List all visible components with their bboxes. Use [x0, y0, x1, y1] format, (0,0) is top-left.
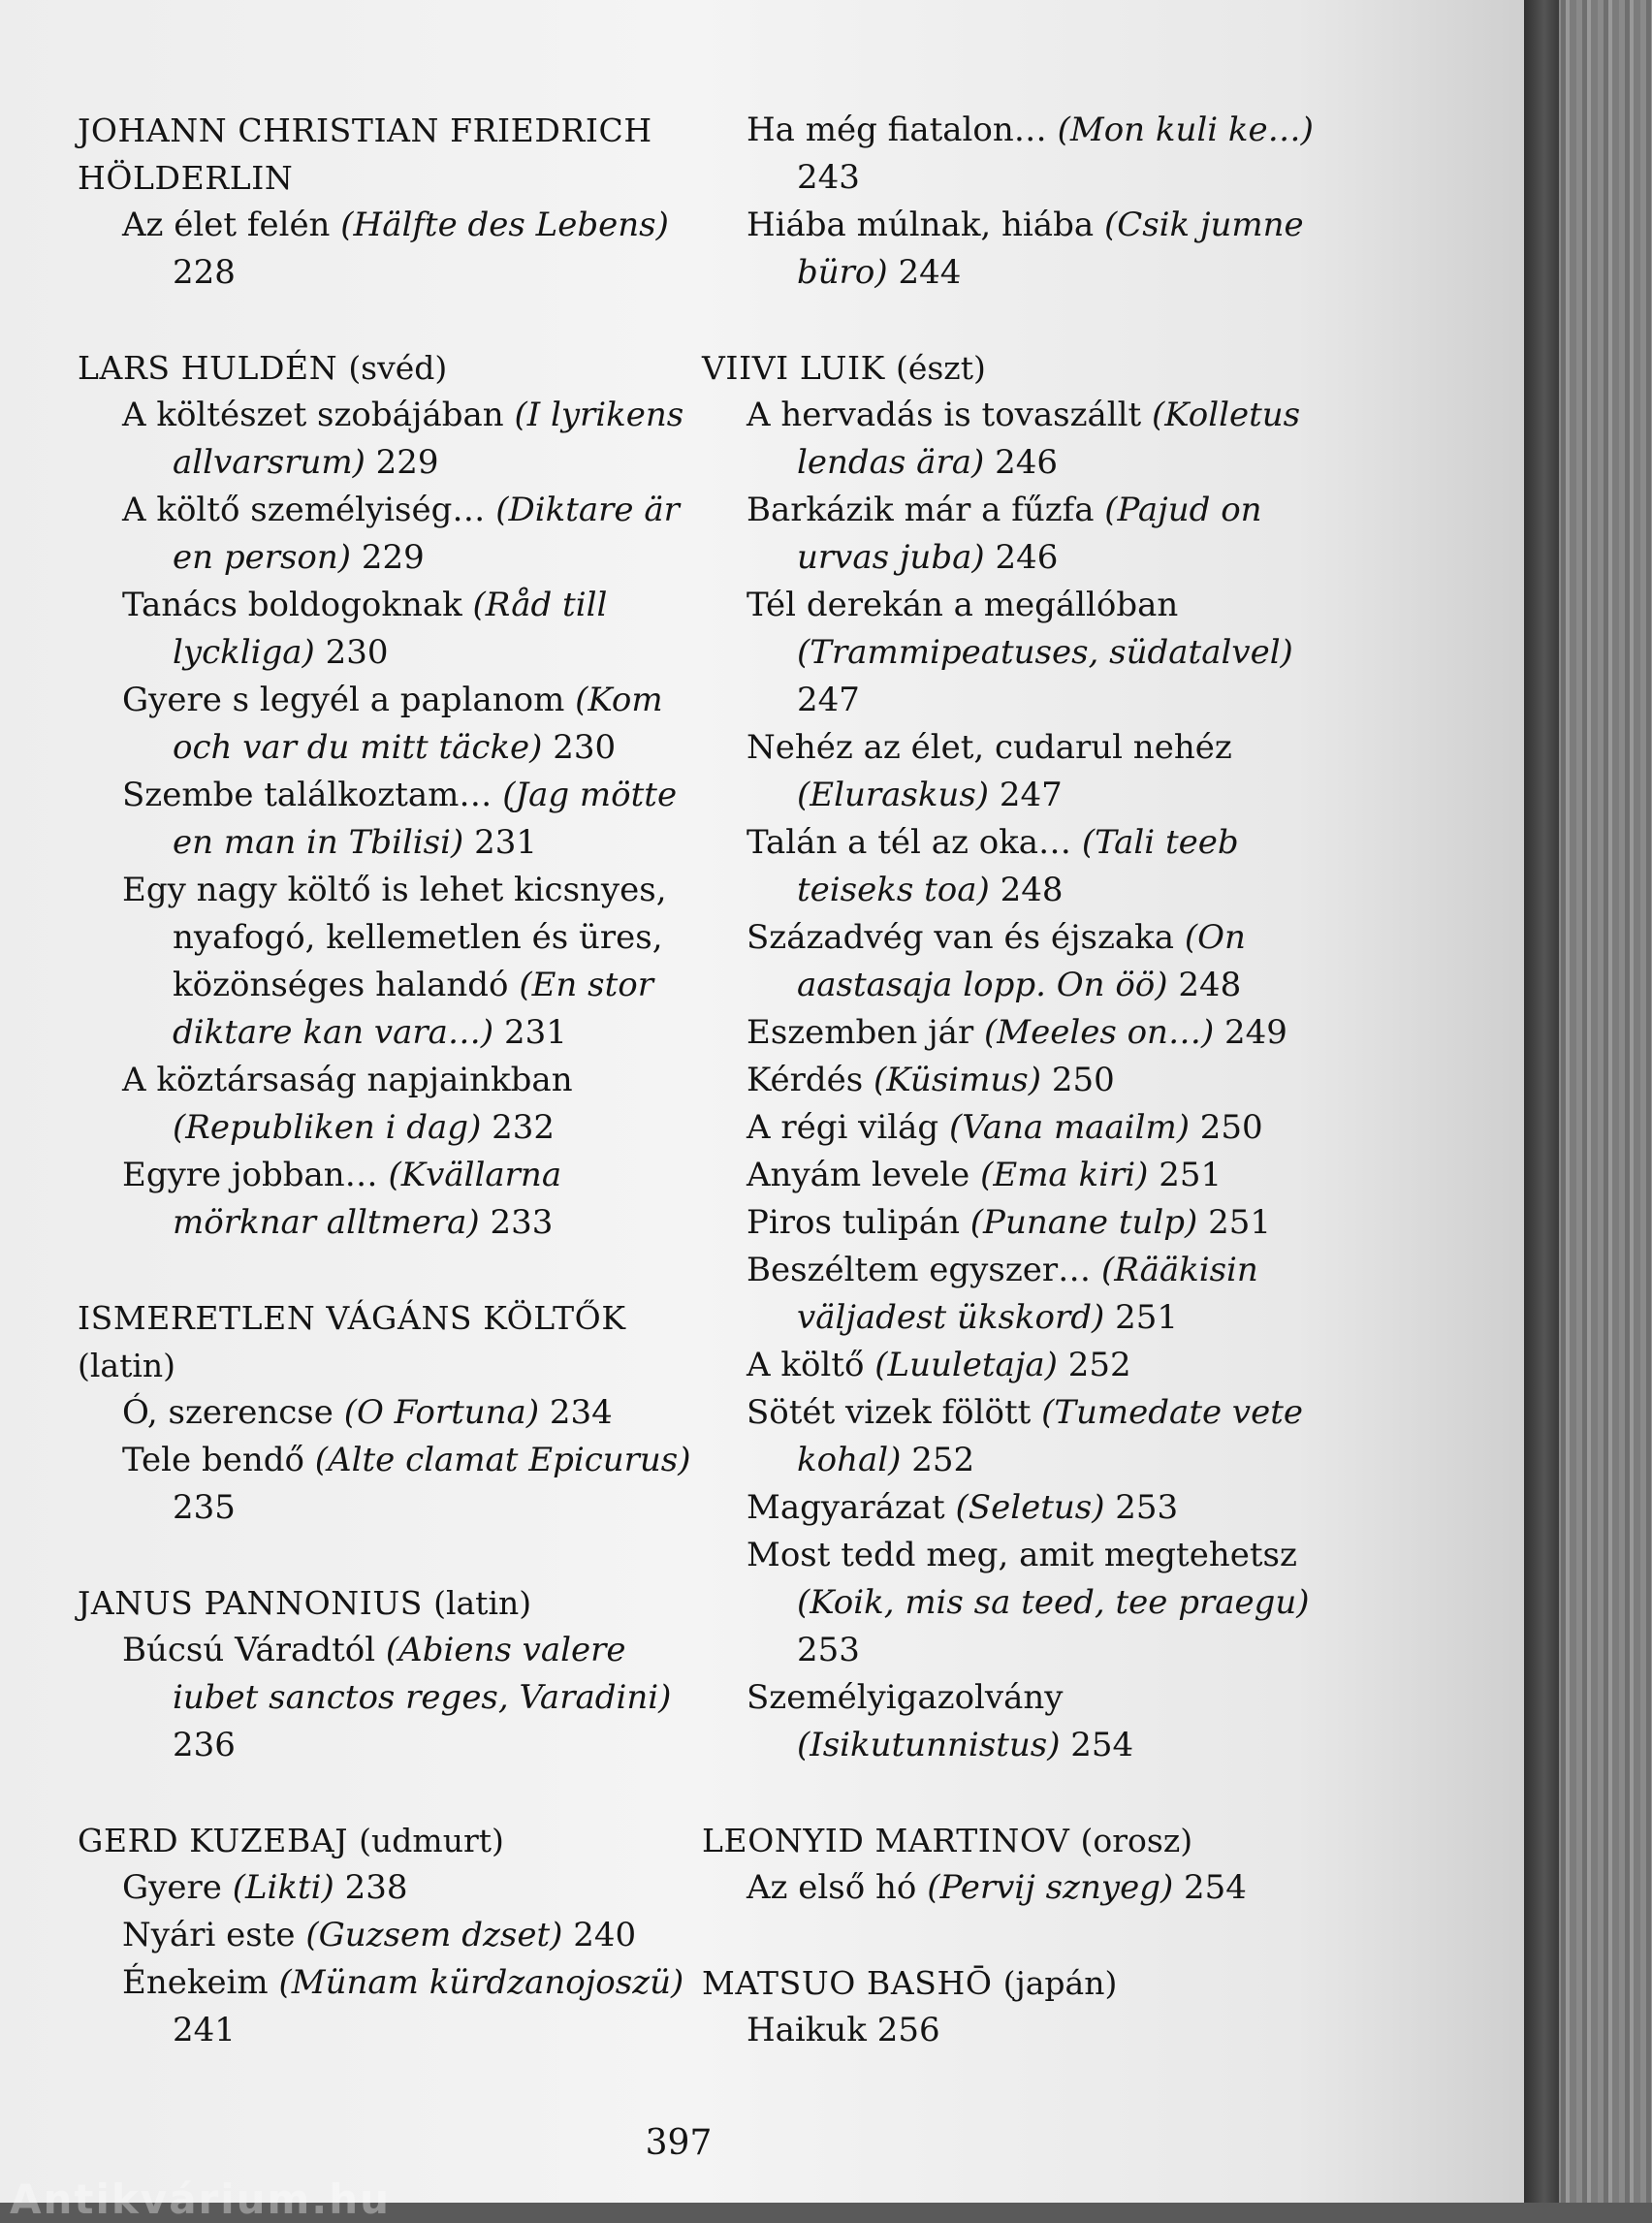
poem-entry	[702, 1389, 1322, 1484]
author-language: (latin)	[433, 1584, 532, 1622]
poem-original-title: (I lyrikens allvarsrum)	[173, 396, 684, 482]
poem-original-title: (Likti)	[232, 1868, 334, 1907]
poem-title: Ha még fiatalon…	[747, 111, 1047, 149]
poem-page-number: 254	[1184, 1868, 1247, 1907]
author-heading	[78, 107, 698, 202]
poem-title: Gyere s legyél a paplanom	[122, 681, 565, 719]
poem-original-title: (Jag mötte en man in Tbilisi)	[173, 776, 678, 862]
author-section	[78, 1817, 698, 2054]
poem-title: A költő személyiség…	[122, 491, 486, 529]
poem-original-title: (Mon kuli ke…)	[1057, 111, 1314, 149]
author-language: (udmurt)	[359, 1822, 504, 1859]
author-heading	[78, 1817, 698, 1864]
author-name: JOHANN CHRISTIAN FRIEDRICH HÖLDERLIN	[78, 111, 652, 197]
poem-title: Kérdés	[747, 1061, 864, 1099]
poem-title: Búcsú Váradtól	[122, 1631, 376, 1669]
author-language: (japán)	[1002, 1964, 1118, 2002]
author-name: MATSUO BASHŌ	[702, 1964, 993, 2002]
poem-entry	[702, 724, 1322, 819]
author-name: JANUS PANNONIUS	[78, 1584, 423, 1622]
poem-entry	[702, 1342, 1322, 1389]
author-heading	[78, 344, 698, 392]
author-section	[702, 1817, 1322, 1912]
poem-title: Haikuk	[747, 2011, 867, 2049]
author-name: LEONYID MARTINOV	[702, 1822, 1070, 1859]
poem-page-number: 231	[504, 1013, 567, 1052]
poem-entry	[78, 1152, 698, 1247]
author-name: ISMERETLEN VÁGÁNS KÖLTŐK	[78, 1299, 626, 1337]
poem-title: Barkázik már a fűzfa	[747, 491, 1095, 529]
poem-original-title: (Isikutunnistus)	[797, 1726, 1061, 1764]
poem-entry	[702, 1009, 1322, 1057]
poem-original-title: (Seletus)	[955, 1488, 1105, 1527]
poem-page-number: 234	[549, 1393, 613, 1432]
poem-original-title: (Meeles on…)	[984, 1013, 1215, 1052]
poem-original-title: (Tumedate vete kohal)	[797, 1393, 1304, 1479]
author-section	[702, 107, 1322, 297]
poem-entry	[78, 1389, 698, 1437]
poem-original-title: (Ema kiri)	[980, 1156, 1149, 1194]
poem-entry	[78, 392, 698, 487]
poem-page-number: 238	[344, 1868, 408, 1907]
author-language: (észt)	[895, 349, 986, 387]
section-gap	[78, 297, 698, 344]
poem-entry	[78, 1057, 698, 1152]
poem-page-number: 248	[1000, 871, 1064, 909]
poem-entry	[702, 487, 1322, 582]
poem-page-number: 248	[1178, 966, 1242, 1004]
section-gap	[702, 1912, 1322, 1959]
poem-entry	[702, 1532, 1322, 1674]
page-edge-shadow	[1522, 0, 1559, 2203]
poem-original-title: (Råd till lyckliga)	[173, 586, 608, 672]
author-section	[78, 1294, 698, 1532]
poem-page-number: 231	[474, 823, 537, 862]
poem-page-number: 228	[173, 253, 236, 292]
poem-title: Eszemben jár	[747, 1013, 974, 1052]
poem-page-number: 229	[375, 443, 439, 482]
poem-original-title: (Kom och var du mitt täcke)	[173, 681, 663, 767]
poem-page-number: 249	[1224, 1013, 1287, 1052]
poem-page-number: 244	[898, 253, 962, 292]
poem-title: Sötét vizek fölött	[747, 1393, 1032, 1432]
author-heading	[78, 1294, 698, 1389]
poem-page-number: 252	[1067, 1346, 1131, 1384]
poem-original-title: (Vana maailm)	[949, 1108, 1190, 1147]
poem-original-title: (Hälfte des Lebens)	[340, 206, 669, 244]
poem-original-title: (Rääkisin väljadest ükskord)	[797, 1251, 1258, 1337]
poem-title: Ó, szerencse	[122, 1393, 334, 1432]
poem-original-title: (Kvällarna mörknar alltmera)	[173, 1156, 562, 1242]
author-language: (orosz)	[1080, 1822, 1193, 1859]
poem-page-number: 246	[995, 443, 1058, 482]
watermark: Antikvárium.hu	[10, 2175, 392, 2223]
author-section	[702, 344, 1322, 1769]
poem-original-title: (Koik, mis sa teed, tee praegu)	[797, 1583, 1310, 1622]
poem-page-number: 256	[876, 2011, 940, 2049]
poem-original-title: (Abiens valere iubet sanctos reges, Varadini)	[173, 1631, 672, 1717]
poem-entry	[702, 1199, 1322, 1247]
poem-entry	[702, 1104, 1322, 1152]
poem-title: Személyigazolvány	[747, 1678, 1064, 1717]
poem-entry	[78, 1912, 698, 1959]
poem-page-number: 230	[325, 633, 389, 672]
poem-title: Hiába múlnak, hiába	[747, 206, 1095, 244]
poem-original-title: (On aastasaja lopp. On öö)	[797, 918, 1246, 1004]
poem-entry	[702, 914, 1322, 1009]
section-gap	[78, 1769, 698, 1817]
poem-page-number: 253	[1115, 1488, 1179, 1527]
poem-title: Piros tulipán	[747, 1203, 960, 1242]
poem-entry	[78, 867, 698, 1057]
poem-title: Anyám levele	[747, 1156, 970, 1194]
poem-entry	[702, 1864, 1322, 1912]
poem-entry	[702, 107, 1322, 202]
poem-title: Énekeim	[122, 1963, 269, 2002]
poem-entry	[78, 582, 698, 677]
poem-title: Tél derekán a megállóban	[747, 586, 1179, 624]
poem-title: Egyre jobban…	[122, 1156, 378, 1194]
poem-entry	[702, 1674, 1322, 1769]
poem-page-number: 251	[1115, 1298, 1178, 1337]
poem-original-title: (Küsimus)	[874, 1061, 1042, 1099]
poem-original-title: (Eluraskus)	[797, 776, 990, 814]
poem-page-number: 243	[797, 158, 860, 197]
poem-page-number: 253	[797, 1631, 860, 1669]
poem-title: A köztársaság napjainkban	[122, 1061, 573, 1099]
poem-entry	[78, 487, 698, 582]
poem-title: Beszéltem egyszer…	[747, 1251, 1092, 1289]
poem-original-title: (Diktare är en person)	[173, 491, 680, 577]
index-column-left	[78, 107, 698, 2054]
poem-page-number: 230	[553, 728, 617, 767]
poem-entry	[702, 1484, 1322, 1532]
poem-title: Szembe találkoztam…	[122, 776, 492, 814]
poem-entry	[78, 1959, 698, 2054]
poem-entry	[702, 1152, 1322, 1199]
poem-title: Nehéz az élet, cudarul nehéz	[747, 728, 1232, 767]
poem-original-title: (Kolletus lendas ära)	[797, 396, 1301, 482]
author-heading	[702, 1817, 1322, 1864]
poem-page-number: 250	[1051, 1061, 1115, 1099]
poem-original-title: (Trammipeatuses, südatalvel)	[797, 633, 1293, 672]
poem-title: Talán a tél az oka…	[747, 823, 1072, 862]
poem-original-title: (Luuletaja)	[874, 1346, 1058, 1384]
poem-original-title: (Csik jumne büro)	[797, 206, 1304, 292]
poem-entry	[78, 202, 698, 297]
poem-title: A régi világ	[747, 1108, 939, 1147]
poem-page-number: 241	[173, 2011, 236, 2049]
poem-page-number: 235	[173, 1488, 236, 1527]
poem-title: A hervadás is tovaszállt	[747, 396, 1142, 434]
poem-page-number: 252	[911, 1441, 975, 1479]
poem-original-title: (Pajud on urvas juba)	[797, 491, 1262, 577]
poem-title: Most tedd meg, amit megtehetsz	[747, 1536, 1297, 1574]
author-name: GERD KUZEBAJ	[78, 1822, 349, 1859]
poem-page-number: 247	[797, 681, 860, 719]
poem-page-number: 246	[995, 538, 1059, 577]
section-gap	[702, 1769, 1322, 1817]
author-section	[78, 1579, 698, 1769]
poem-entry	[78, 1627, 698, 1769]
poem-entry	[78, 772, 698, 867]
poem-title: A költészet szobájában	[122, 396, 504, 434]
poem-original-title: (Guzsem dzset)	[305, 1916, 563, 1954]
author-section	[702, 1959, 1322, 2054]
poem-original-title: (Pervij sznyeg)	[927, 1868, 1174, 1907]
poem-page-number: 251	[1208, 1203, 1272, 1242]
author-heading	[702, 344, 1322, 392]
poem-title: A költő	[747, 1346, 865, 1384]
author-heading	[78, 1579, 698, 1627]
poem-entry	[702, 2007, 1322, 2054]
poem-original-title: (En stor diktare kan vara…)	[173, 966, 653, 1052]
poem-page-number: 240	[573, 1916, 637, 1954]
author-language: (latin)	[78, 1347, 176, 1384]
poem-original-title: (Alte clamat Epicurus)	[314, 1441, 691, 1479]
poem-page-number: 250	[1199, 1108, 1263, 1147]
author-section	[78, 107, 698, 297]
poem-entry	[702, 202, 1322, 297]
section-gap	[702, 297, 1322, 344]
poem-entry	[702, 392, 1322, 487]
poem-title: Magyarázat	[747, 1488, 945, 1527]
poem-entry	[702, 1057, 1322, 1104]
poem-entry	[702, 819, 1322, 914]
poem-title: Az első hó	[747, 1868, 917, 1907]
page-number: 397	[645, 2123, 713, 2163]
poem-entry	[78, 1864, 698, 1912]
poem-entry	[702, 1247, 1322, 1342]
author-name: VIIVI LUIK	[702, 349, 885, 387]
poem-title: Tele bendő	[122, 1441, 304, 1479]
poem-page-number: 251	[1159, 1156, 1223, 1194]
poem-original-title: (O Fortuna)	[343, 1393, 540, 1432]
poem-original-title: (Republiken i dag)	[173, 1108, 482, 1147]
author-name: LARS HULDÉN	[78, 349, 338, 387]
poem-page-number: 229	[361, 538, 425, 577]
poem-title: Az élet felén	[122, 206, 331, 244]
poem-original-title: (Münam kürdzanojoszü)	[278, 1963, 684, 2002]
poem-entry	[78, 677, 698, 772]
author-language: (svéd)	[348, 349, 448, 387]
section-gap	[78, 1247, 698, 1294]
poem-page-number: 232	[492, 1108, 556, 1147]
poem-page-number: 247	[999, 776, 1063, 814]
poem-title: Századvég van és éjszaka	[747, 918, 1175, 957]
author-section	[78, 344, 698, 1247]
poem-title: Gyere	[122, 1868, 222, 1907]
poem-page-number: 233	[490, 1203, 554, 1242]
section-gap	[78, 1532, 698, 1579]
poem-original-title: (Punane tulp)	[969, 1203, 1198, 1242]
poem-entry	[78, 1437, 698, 1532]
poem-title: Tanács boldogoknak	[122, 586, 462, 624]
index-column-right	[702, 107, 1322, 2054]
poem-entry	[702, 582, 1322, 724]
poem-original-title: (Tali teeb teiseks toa)	[797, 823, 1239, 909]
poem-page-number: 236	[173, 1726, 236, 1764]
author-heading	[702, 1959, 1322, 2007]
poem-title: Nyári este	[122, 1916, 296, 1954]
poem-page-number: 254	[1070, 1726, 1134, 1764]
poem-title: Egy nagy költő is lehet kicsnyes, nyafogó, kellemetlen és üres, közönséges halandó	[122, 871, 667, 1004]
